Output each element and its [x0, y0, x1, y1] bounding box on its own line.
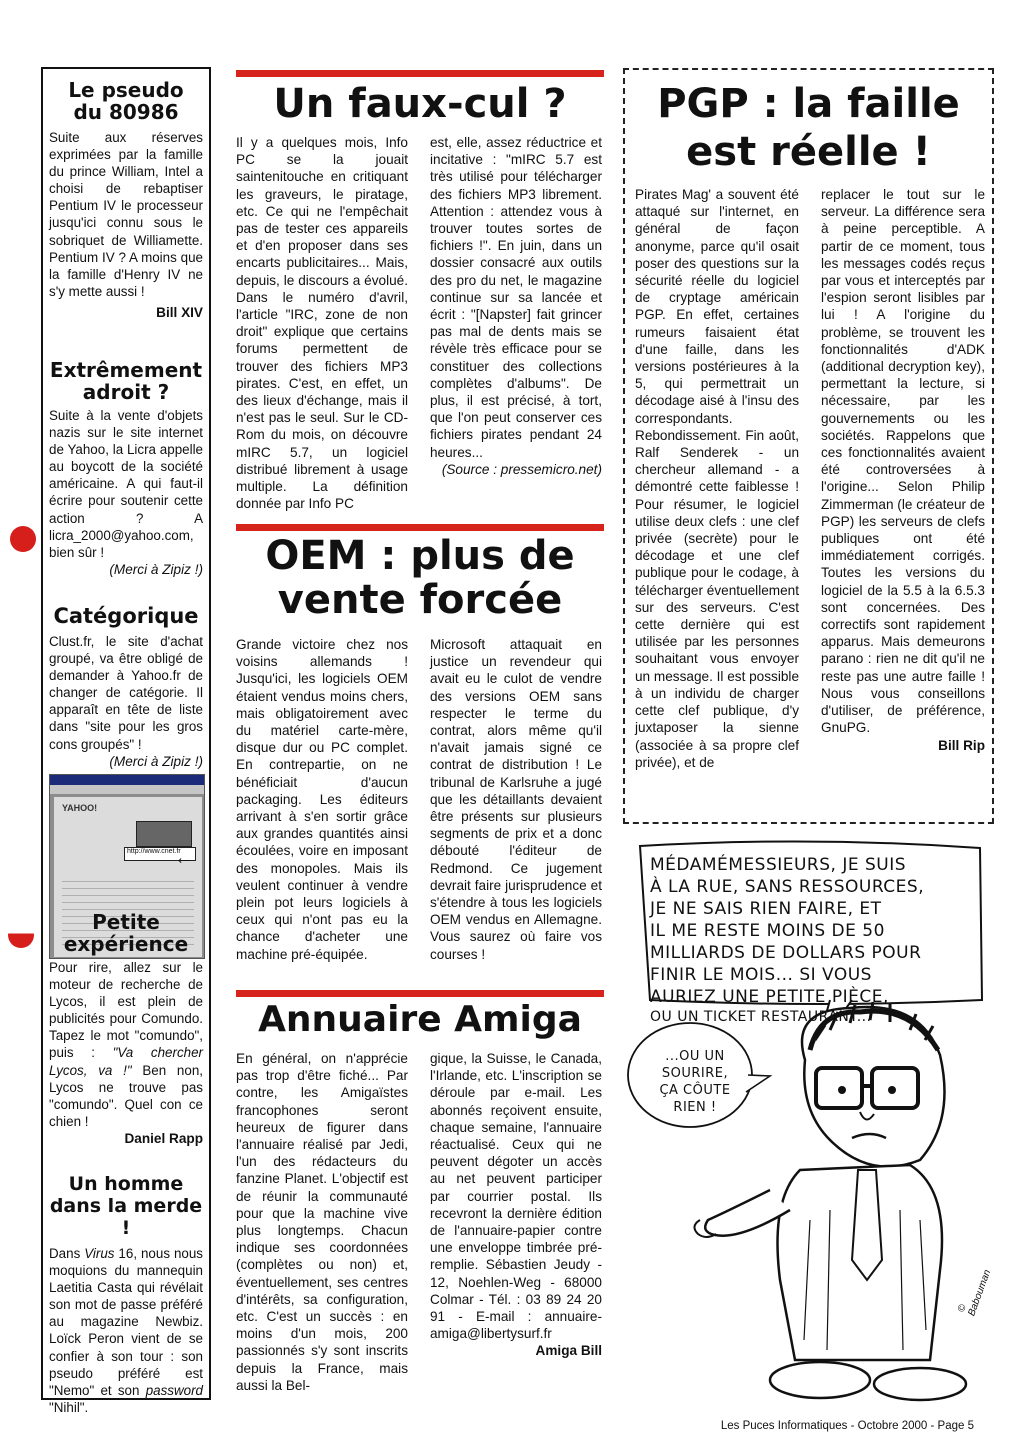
speech-bubble-last-line: OU UN TICKET RESTAURANT... — [650, 1009, 872, 1025]
article-pgp-col2: replacer le tout sur le serveur. La différence sera à peine perceptible. A partir de ce moment, tous les messages codés reçus par vous et interceptés par l'espion seront lisibles par lui ! A l'origine du problème, se trouvent les fonctionnalités d'ADK (additional decryption key), permettant la lecture, si nécessaire, par les gouvernements ou les sociétés. Rappelons que ces fonctionnalités avaient été controversées à l'origine... Selon Philip Zimmerman (le créateur de PGP) les serveurs de clefs publiques ont été immédiatement corrigés. Toutes les versions du logiciel de la 5.5 à la 6.5.3 sont concernées. Des correctifs sont rapidement apparus. Mais demeurons parano : rien ne dit qu'il ne reste pas une autre faille ! Nous vous conseillons d'utiliser, de préférence, GnuPG. Bill Rip — [821, 187, 985, 753]
red-rule — [236, 70, 604, 77]
speech-bubble: MÉDAMÉMESSIEURS, JE SUIS À LA RUE, SANS RESSOURCES, JE NE SAIS RIEN FAIRE, ET IL ME RESTE MOINS DE 50 MILLIARDS DE DOLLARS POUR FINIR LE MOIS... SI VOUS AURIEZ UNE PETITE PIÈCE, — [650, 855, 925, 1007]
article-amiga-col2: gique, la Suisse, le Canada, l'Irlande, etc. L'inscription se déroule par e-mail. Les abonnés reçoivent ensuite, chaque semaine, l'annuaire réactualisé. Ceux qui ne peuvent dégoter un accès au net peuvent participer par courrier postal. Ils recevront la dernière édition de l'annuaire-papier contre une enveloppe timbrée pré-remplie. Sébastien Jeudy - 12, Noehlen-Weg - 68000 Colmar - Tél. : 03 89 24 20 91 - E-mail : annuaire-amiga@libertysurf.fr Amiga Bill — [430, 1051, 602, 1359]
red-rule — [236, 524, 604, 531]
article-title-oem: OEM : plus de vente forcée — [265, 533, 575, 623]
article-faux-cul-col1: Il y a quelques mois, Info PC se la jouait saintenitouche en critiquant les graveurs, le piratage, etc. Ce qui ne l'empêchait pas de tester ces appareils et d'en proposer dans ses encarts publicitaires... Mais, depuis, le discours a évolué. Dans le numéro d'avril, l'article "IRC, zone de non droit" explique que certains forums permettent de trouver des fichiers MP3 pirates. C'est, en effet, un des lieux d'échange, mais il n'est pas le seul. Sur le CD-Rom du mois, on découvre mIRC 5.7, un logiciel distribué librement à usage multiple. La définition donnée par Info PC — [236, 135, 408, 512]
brief-body: Dans Virus 16, nous nous moquions du mannequin Laetitia Casta qui révélait son mot de passe préféré au magazine Newbiz. Loïck Peron vient de se confier à son tour : son pseudo préféré est "Nemo" et son password "Nihil". — [49, 1246, 203, 1415]
brief-body: Suite aux réserves exprimées par la famille du prince William, Intel a choisi de rebaptiser Pentium IV le processeur jusqu'ici connu sous le sobriquet de Williamette. Pentium IV ? A moins que la famille d'Henry IV ne s'y mette aussi ! — [49, 130, 203, 299]
article-oem-col1: Grande victoire chez nos voisins allemands ! Jusqu'ici, les logiciels OEM étaient vendus moins chers, mais obligatoirement avec du matériel carte-mère, disque dur ou PC complet. En contrepartie, on ne bénéficiait d'aucun packaging. Les éditeurs arrivant à s'en sortir grâce aux grandes quantités ainsi écoulées, voire en imposant des monopoles. Mais ils veulent continuer à vendre plein pot leurs logiciels à ceux qui n'ont pas eu la chance d'acheter une machine pré-équipée. — [236, 637, 408, 962]
brief-categorique — [49, 605, 203, 770]
article-title-pgp: PGP : la faille est réelle ! — [657, 81, 960, 175]
sidebar-briefs — [41, 67, 211, 1415]
brief-title: Petite expérience — [63, 910, 189, 956]
article-pgp-col1: Pirates Mag' a souvent été attaqué sur l'internet, en général de façon anonyme, parce qu'il osait poser des questions sur la sécurité réelle du logiciel de cryptage américain PGP. En effet, certaines rumeurs faisaient état d'une faille, dans les versions postérieures à la 5, qui permettrait un décodage aisé à l'insu des correspondants. Rebondissement. Fin août, Ralf Senderek - un chercheur allemand - a démontré cette faiblesse ! Pour résumer, le logiciel utilise deux clefs : une clef privée (secrète) pour le décodage et une clef publique pour le codage, à télécharger éventuellement sur des serveurs. C'est cette dernière qui est utilisée par les personnes souhaitant vous envoyer un message. Il est possible à un individu de charger cette clef publique, d'y juxtaposer la sienne (associée à sa propre clef privée), et de — [635, 187, 799, 770]
article-title-amiga: Annuaire Amiga — [258, 999, 582, 1040]
brief-author: Bill XIV — [156, 304, 203, 320]
brief-experience — [49, 911, 203, 1147]
red-rule — [236, 990, 604, 997]
brief-body: Pour rire, allez sur le moteur de recherche de Lycos, il est plein de publicités pour Comundo. Tapez le mot "comundo", puis : "Va chercher Lycos, va !" Ben non, Lycos ne trouve pas "comundo". Quel con ce chien ! — [49, 960, 203, 1129]
article-title-faux-cul: Un faux-cul ? — [273, 81, 567, 127]
page-footer: Les Puces Informatiques - Octobre 2000 - Page 5 — [720, 1420, 974, 1432]
brief-title: Un homme dans la merde ! — [49, 1173, 203, 1239]
brief-body: Clust.fr, le site d'achat groupé, va être obligé de demander à Yahoo.fr de changer de catégorie. Il apparaît en tête de liste dans "site pour les gros cons groupés" ! — [49, 634, 203, 752]
pgp-article-box — [623, 68, 994, 824]
brief-title: Catégorique — [53, 604, 199, 628]
small-speech-bubble: ...OU UN SOURIRE, ÇA CÔUTE RIEN ! — [659, 1049, 731, 1115]
brief-pseudo — [49, 79, 203, 321]
brief-title: Extrêmement adroit ? — [49, 358, 203, 404]
arrow-icon: ← — [174, 847, 194, 869]
brief-body: Suite à la vente d'objets nazis sur le site internet de Yahoo, la Licra appelle au boycott de la société américaine. A qui faut-il écrire pour soutenir cette action ? A licra_2000@yahoo.com, bien sûr ! — [49, 408, 203, 560]
brief-credit: (Merci à Zipiz !) — [109, 753, 203, 769]
article-faux-cul-col2: est, elle, assez réductrice et incitative : "mIRC 5.7 est très utilisé pour télécharger des fichiers MP3 librement. Attention : attendez vous à trouver toutes sortes de fichiers !". En juin, dans un dossier consacré aux outils des pro du net, le magazine continue sur sa lancée et écrit : "[Napster] fait grincer pas mal de dents mais se révèle très efficace pour se constituer des collections complètes d'albums". De plus, il est précisé, à tort, que l'on peut conserver ces fichiers pirates pendant 24 heures... (Source : pressemicro.net) — [430, 135, 602, 477]
article-oem-col2: Microsoft attaquait en justice un revendeur qui avait eu le culot de vendre des versions OEM sans respecter le terme du contrat, alors même qu'il n'avait jamais signé ce contrat de distribution ! Le tribunal de Karlsruhe a jugé que les détaillants devaient être présents sur plusieurs segments de prix et a donc débouté l'éditeur de Redmond. Ce jugement devrait faire jurisprudence et s'étendre à tous les logiciels OEM vendus en Allemagne. Vous saurez où faire vos courses ! — [430, 637, 602, 962]
red-half-dot-marker — [8, 922, 34, 948]
yahoo-logo: YAHOO! — [62, 803, 98, 813]
brief-credit: (Merci à Zipiz !) — [109, 561, 203, 577]
article-author: Bill Rip — [938, 737, 985, 753]
brief-author: Daniel Rapp — [124, 1130, 203, 1146]
cartoon-illustration — [620, 840, 1000, 1415]
brief-title: Le pseudo du 80986 — [68, 78, 184, 124]
brief-homme — [49, 1173, 203, 1416]
screenshot-url-field: http://www.cnet.fr — [124, 847, 196, 861]
cartoon-signature: © Babouman — [956, 1268, 994, 1318]
article-amiga-col1: En général, on n'apprécie pas trop d'être fiché... Par contre, les Amigaïstes francophones seront heureux de figurer dans l'annuaire réalisé par Jedi, l'un des rédacteurs du fanzine Planet. L'objectif est de réunir la communauté pour que la machine vive plus longtemps. Chacun indique ses coordonnées (complètes ou non) et, éventuellement, ses centres d'intérêts, sa configuration, etc. C'est un succès : en moins d'un mois, 200 passionnés s'y sont inscrits depuis la France, mais aussi la Bel- — [236, 1051, 408, 1393]
brief-adroit — [49, 359, 203, 578]
article-source: (Source : pressemicro.net) — [441, 461, 602, 477]
red-dot-marker — [10, 526, 36, 552]
article-author: Amiga Bill — [535, 1343, 602, 1359]
